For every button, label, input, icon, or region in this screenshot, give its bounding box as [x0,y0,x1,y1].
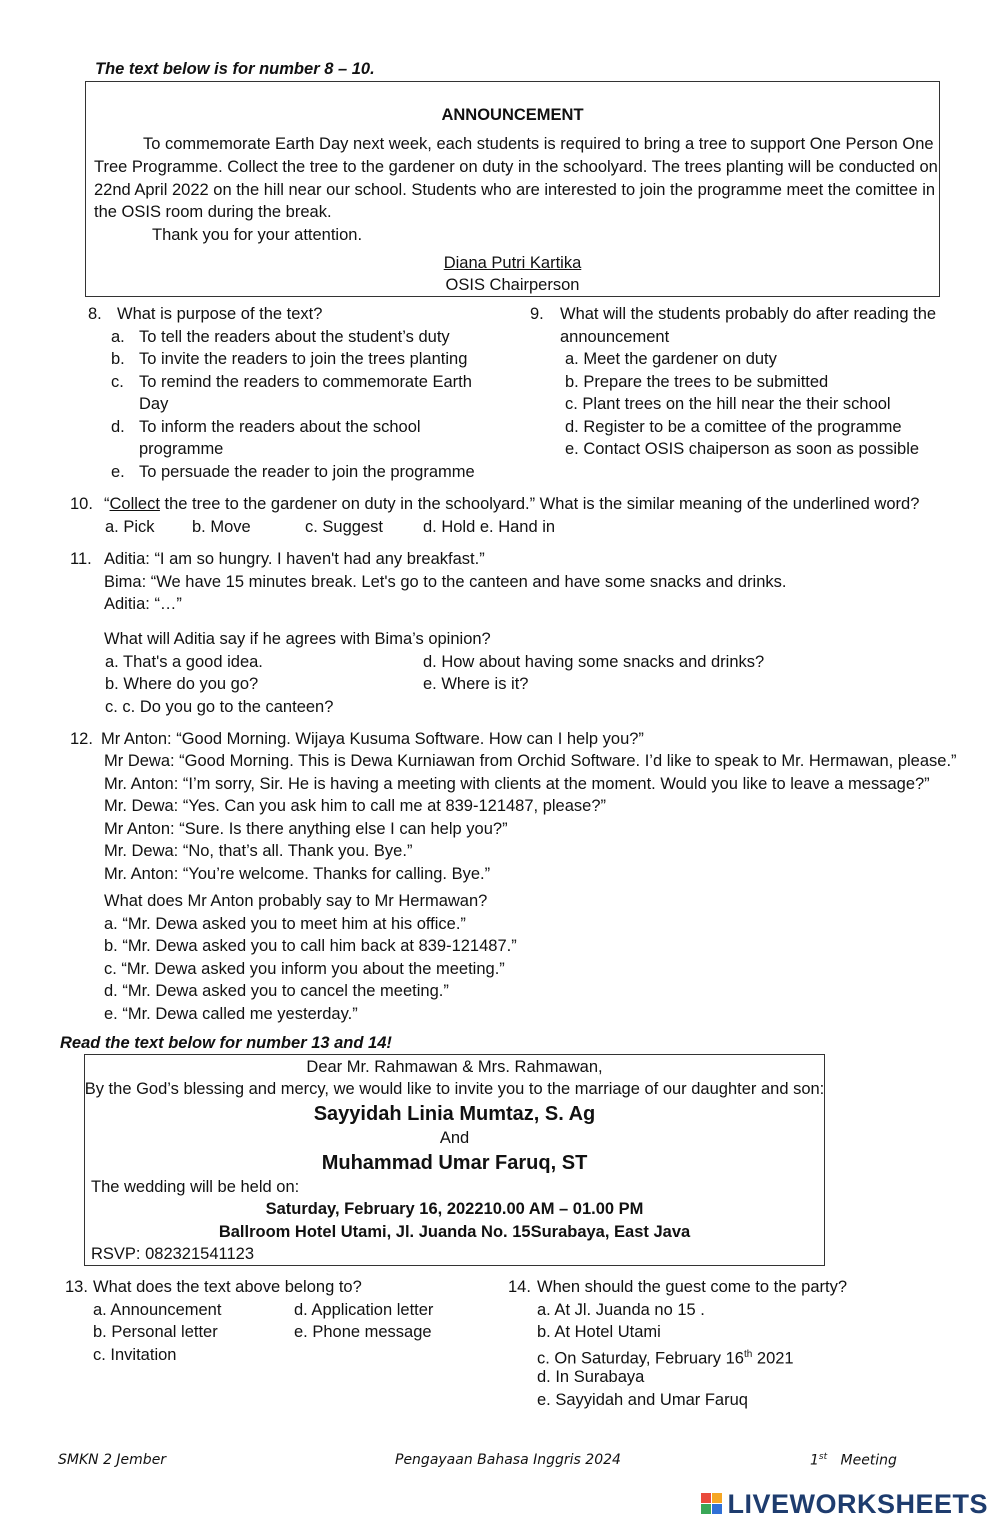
announcement-role: OSIS Chairperson [445,276,580,294]
option-text[interactable]: d. Application letter [294,1301,434,1319]
option-text[interactable]: To invite the readers to join the trees planting [139,350,468,368]
announcement-signer: Diana Putri Kartika [443,254,582,272]
option-text[interactable]: b. Move [192,518,251,536]
question-text: What does the text above belong to? [93,1278,362,1296]
option-text[interactable]: e. “Mr. Dewa called me yesterday.” [104,1005,358,1023]
question-number: 14. [508,1278,531,1296]
dialog-line: Bima: “We have 15 minutes break. Let's go to the canteen and have some snacks and drinks. [104,573,787,591]
option-text[interactable]: b. At Hotel Utami [537,1323,661,1341]
dialog-line: Mr Anton: “Good Morning. Wijaya Kusuma Software. How can I help you?” [101,730,644,748]
liveworksheets-logo[interactable] [701,1489,988,1520]
option-text[interactable]: b. “Mr. Dewa asked you to call him back at 839-121487.” [104,937,517,955]
bride-name: Sayyidah Linia Mumtaz, S. Ag [313,1103,596,1125]
rsvp: RSVP: 082321541123 [91,1245,254,1263]
question-text: What is purpose of the text? [117,305,323,323]
announcement-title: ANNOUNCEMENT [441,106,584,124]
question-number: 12. [70,730,93,748]
invitation-held: The wedding will be held on: [91,1178,300,1196]
announcement-text: Tree Programme. Collect the tree to the gardener on duty in the schoolyard. The trees planting will be conducted on [94,158,938,176]
wedding-place: Ballroom Hotel Utami, Jl. Juanda No. 15Surabaya, East Java [218,1223,691,1241]
option-text[interactable]: e. Where is it? [423,675,529,693]
announcement-text: the OSIS room during the break. [94,203,332,221]
section-intro: The text below is for number 8 – 10. [95,60,375,78]
dialog-line: Aditia: “…” [104,595,182,613]
option-text[interactable]: a. That's a good idea. [105,653,263,671]
option-text[interactable]: c. “Mr. Dewa asked you inform you about the meeting.” [104,960,505,978]
question-number: 11. [70,550,92,568]
dialog-line: Aditia: “I am so hungry. I haven't had any breakfast.” [104,550,485,568]
option-text[interactable]: e. Phone message [294,1323,432,1341]
quote-mark: “ [104,495,110,513]
option-text[interactable]: d. How about having some snacks and drinks? [423,653,765,671]
option-text[interactable]: To persuade the reader to join the programme [139,463,475,481]
invitation-line: By the God’s blessing and mercy, we would like to invite you to the marriage of our daughter and son: [84,1080,825,1098]
option-text[interactable]: d. “Mr. Dewa asked you to cancel the meeting.” [104,982,449,1000]
question-text: announcement [560,328,670,346]
option-text[interactable]: b. Prepare the trees to be submitted [565,373,829,391]
dialog-line: Mr. Anton: “You’re welcome. Thanks for calling. Bye.” [104,865,491,883]
option-label[interactable]: a. [111,328,125,346]
question-text: What will the students probably do after reading the [560,305,937,323]
meeting-suffix: st [818,1452,828,1462]
option-text[interactable]: a. Pick [105,518,155,536]
option-text[interactable]: c. Invitation [93,1346,177,1364]
option-label[interactable]: c. [111,373,124,391]
option-text[interactable]: a. Announcement [93,1301,222,1319]
option-text[interactable]: c. Plant trees on the hill near the their school [565,395,891,413]
option-text[interactable]: To inform the readers about the school [139,418,421,436]
option-text[interactable]: a. “Mr. Dewa asked you to meet him at his office.” [104,915,466,933]
option-text[interactable]: b. Personal letter [93,1323,218,1341]
announcement-thanks: Thank you for your attention. [152,226,363,244]
dialog-line: Mr Dewa: “Good Morning. This is Dewa Kurniawan from Orchid Software. I’d like to speak to Mr. Hermawan, please.” [104,752,957,770]
question-text: When should the guest come to the party? [537,1278,848,1296]
section-intro: Read the text below for number 13 and 14! [60,1034,392,1052]
option-text[interactable]: e. Contact OSIS chaiperson as soon as possible [565,440,920,458]
dialog-line: Mr. Dewa: “No, that’s all. Thank you. Bye.” [104,842,413,860]
footer-meeting [810,1452,897,1469]
option-text[interactable]: programme [139,440,224,458]
option-label[interactable]: b. [111,350,125,368]
question-text: What will Aditia say if he agrees with Bima’s opinion? [104,630,491,648]
question-number: 8. [88,305,102,323]
option-text[interactable]: c. c. Do you go to the canteen? [105,698,334,716]
announcement-text: 22nd April 2022 on the hill near our school. Students who are interested to join the programme meet the comittee in [94,181,936,199]
dialog-line: Mr Anton: “Sure. Is there anything else I can help you?” [104,820,508,838]
option-text[interactable]: Day [139,395,169,413]
option-c-year: 2021 [752,1349,794,1368]
option-text[interactable]: b. Where do you go? [105,675,259,693]
wedding-date: Saturday, February 16, 202210.00 AM – 01.00 PM [265,1200,644,1218]
question-number: 13. [65,1278,88,1296]
option-text[interactable]: a. At Jl. Juanda no 15 . [537,1301,705,1319]
meeting-word: Meeting [840,1452,897,1469]
option-text[interactable]: To tell the readers about the student’s duty [139,328,450,346]
underlined-word: Collect [109,495,160,513]
invitation-greeting: Dear Mr. Rahmawan & Mrs. Rahmawan, [306,1058,603,1076]
option-label[interactable]: e. [111,463,125,481]
option-text[interactable]: c. Suggest [305,518,383,536]
question-text: What does Mr Anton probably say to Mr Hermawan? [104,892,488,910]
announcement-text: To commemorate Earth Day next week, each students is required to bring a tree to support One Person One [143,135,934,153]
question-number: 10. [70,495,93,513]
question-rest: the tree to the gardener on duty in the schoolyard.” What is the similar meaning of the underlined word? [159,495,920,513]
liveworksheets-icon [701,1493,723,1515]
question-text [104,493,919,515]
option-label[interactable]: d. [111,418,125,436]
meeting-number: 1 [810,1452,819,1469]
question-number: 9. [530,305,544,323]
footer-school: SMKN 2 Jember [58,1452,167,1468]
invitation-and: And [439,1129,470,1147]
footer-course: Pengayaan Bahasa Inggris 2024 [395,1452,621,1468]
ordinal-suffix: th [743,1349,753,1360]
dialog-line: Mr. Dewa: “Yes. Can you ask him to call me at 839-121487, please?” [104,797,606,815]
dialog-line: Mr. Anton: “I’m sorry, Sir. He is having a meeting with clients at the moment. Would you like to leave a message?” [104,775,930,793]
option-text[interactable]: d. In Surabaya [537,1368,645,1386]
option-c-main: c. On Saturday, February 16 [537,1349,744,1368]
groom-name: Muhammad Umar Faruq, ST [321,1152,588,1174]
option-text[interactable]: To remind the readers to commemorate Earth [139,373,472,391]
option-text[interactable]: a. Meet the gardener on duty [565,350,777,368]
brand-name: LIVEWORKSHEETS [727,1489,988,1519]
option-text[interactable]: d. Hold e. Hand in [423,518,556,536]
option-text[interactable]: d. Register to be a comittee of the programme [565,418,902,436]
option-text[interactable]: e. Sayyidah and Umar Faruq [537,1391,748,1409]
